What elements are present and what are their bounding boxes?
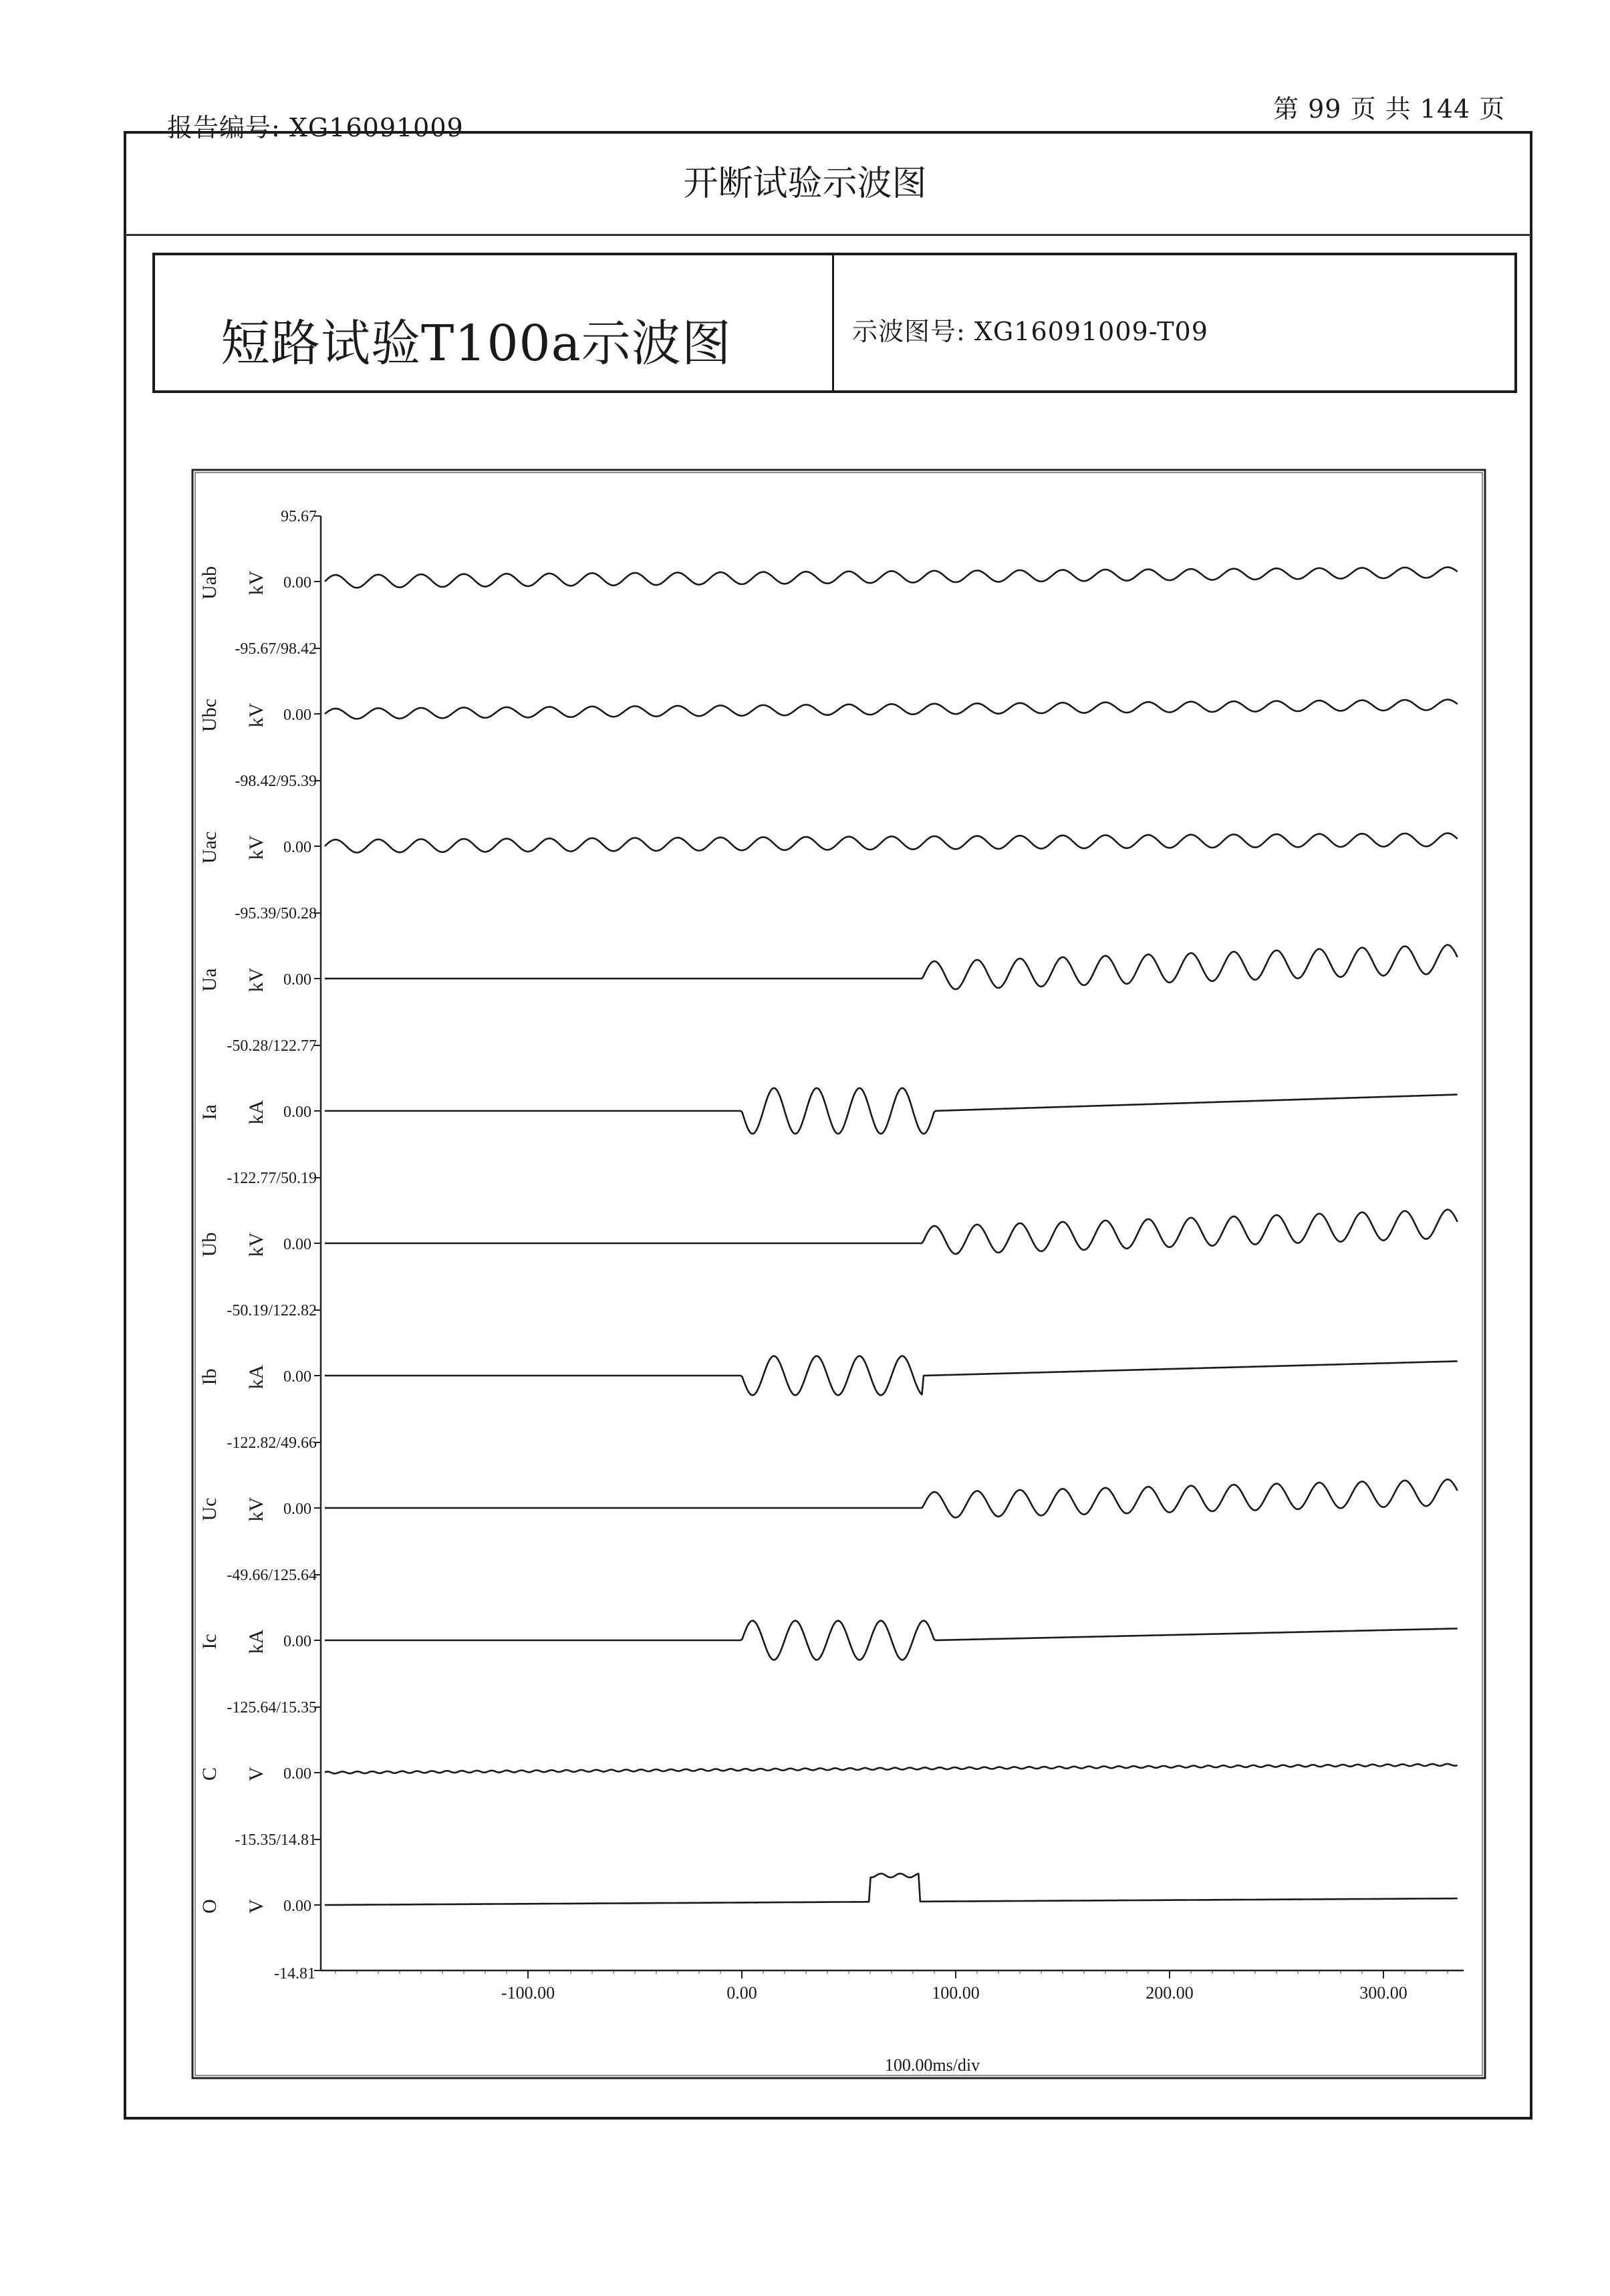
channel-label-uac: Uac [198, 831, 221, 864]
zero-label-uc: 0.00 [283, 1501, 311, 1518]
unit-label-ic: kA [245, 1629, 267, 1654]
range-label-bottom: -14.81 [274, 1965, 315, 1983]
unit-label-ia: kA [245, 1100, 267, 1125]
unit-label-uab: kV [245, 570, 267, 596]
x-tick-label-3: 200.00 [1146, 1983, 1194, 2003]
channel-label-ua: Ua [198, 968, 221, 992]
range-label-uac: -98.42/95.39 [235, 773, 317, 790]
section-title: 开断试验示波图 [683, 164, 927, 204]
oscillogram-id: 示波图号: XG16091009-T09 [852, 317, 1208, 346]
range-label-uc: -122.82/49.66 [227, 1434, 317, 1452]
chart-title: 短路试验T100a示波图 [221, 315, 732, 372]
zero-label-ubc: 0.00 [283, 707, 311, 724]
x-tick-label-4: 300.00 [1359, 1983, 1407, 2003]
trace-ia [325, 1088, 1458, 1134]
zero-label-ia: 0.00 [283, 1104, 311, 1121]
title-divider-line [125, 234, 1531, 236]
trace-uab [325, 567, 1458, 588]
x-tick-label-0: -100.00 [501, 1983, 555, 2003]
channel-label-ic: Ic [198, 1634, 221, 1650]
trace-ubc [325, 700, 1458, 719]
trace-c [325, 1764, 1458, 1774]
oscillogram-svg [190, 468, 1487, 2080]
zero-label-ua: 0.00 [283, 971, 311, 989]
x-div-label: 100.00ms/div [884, 2055, 980, 2075]
channel-label-uc: Uc [198, 1497, 221, 1521]
trace-ua [325, 945, 1458, 989]
zero-label-ib: 0.00 [283, 1368, 311, 1386]
x-tick-label-1: 0.00 [726, 1983, 757, 2003]
trace-uc [325, 1479, 1458, 1517]
trace-uac [325, 834, 1458, 853]
zero-label-o: 0.00 [283, 1898, 311, 1915]
unit-label-c: V [245, 1767, 267, 1781]
zero-label-c: 0.00 [283, 1765, 311, 1783]
range-label-o: -15.35/14.81 [235, 1831, 317, 1849]
x-tick-label-2: 100.00 [932, 1983, 980, 2003]
trace-ic [325, 1621, 1458, 1660]
range-label-ubc: -95.67/98.42 [235, 640, 317, 658]
channel-label-ub: Ub [198, 1232, 221, 1257]
channel-label-ia: Ia [198, 1104, 221, 1120]
unit-label-ub: kV [245, 1232, 267, 1257]
channel-label-ib: Ib [198, 1368, 221, 1386]
unit-label-ua: kV [245, 967, 267, 993]
channel-label-c: C [198, 1767, 221, 1781]
channel-label-ubc: Ubc [198, 698, 221, 732]
zero-label-uab: 0.00 [283, 574, 311, 592]
range-label-uab: 95.67 [281, 508, 317, 525]
range-label-ia: -50.28/122.77 [227, 1037, 317, 1055]
unit-label-uac: kV [245, 835, 267, 860]
range-label-ic: -49.66/125.64 [227, 1567, 317, 1584]
unit-label-ubc: kV [245, 703, 267, 728]
oscillogram-chart [190, 468, 1487, 2080]
range-label-ua: -95.39/50.28 [235, 905, 317, 922]
channel-label-uab: Uab [198, 566, 221, 600]
page-info: 第 99 页 共 144 页 [1273, 94, 1506, 124]
report-number: 报告编号: XG16091009 [167, 113, 464, 142]
zero-label-uac: 0.00 [283, 839, 311, 856]
title-box-divider [832, 253, 834, 393]
unit-label-o: V [245, 1899, 267, 1914]
range-label-c: -125.64/15.35 [227, 1699, 317, 1716]
trace-ib [325, 1356, 1458, 1396]
trace-ub [325, 1210, 1458, 1254]
trace-o [325, 1874, 1458, 1905]
unit-label-uc: kV [245, 1497, 267, 1522]
zero-label-ub: 0.00 [283, 1236, 311, 1253]
range-label-ub: -122.77/50.19 [227, 1170, 317, 1187]
channel-label-o: O [198, 1899, 221, 1914]
zero-label-ic: 0.00 [283, 1633, 311, 1650]
range-label-ib: -50.19/122.82 [227, 1302, 317, 1319]
unit-label-ib: kA [245, 1364, 267, 1390]
